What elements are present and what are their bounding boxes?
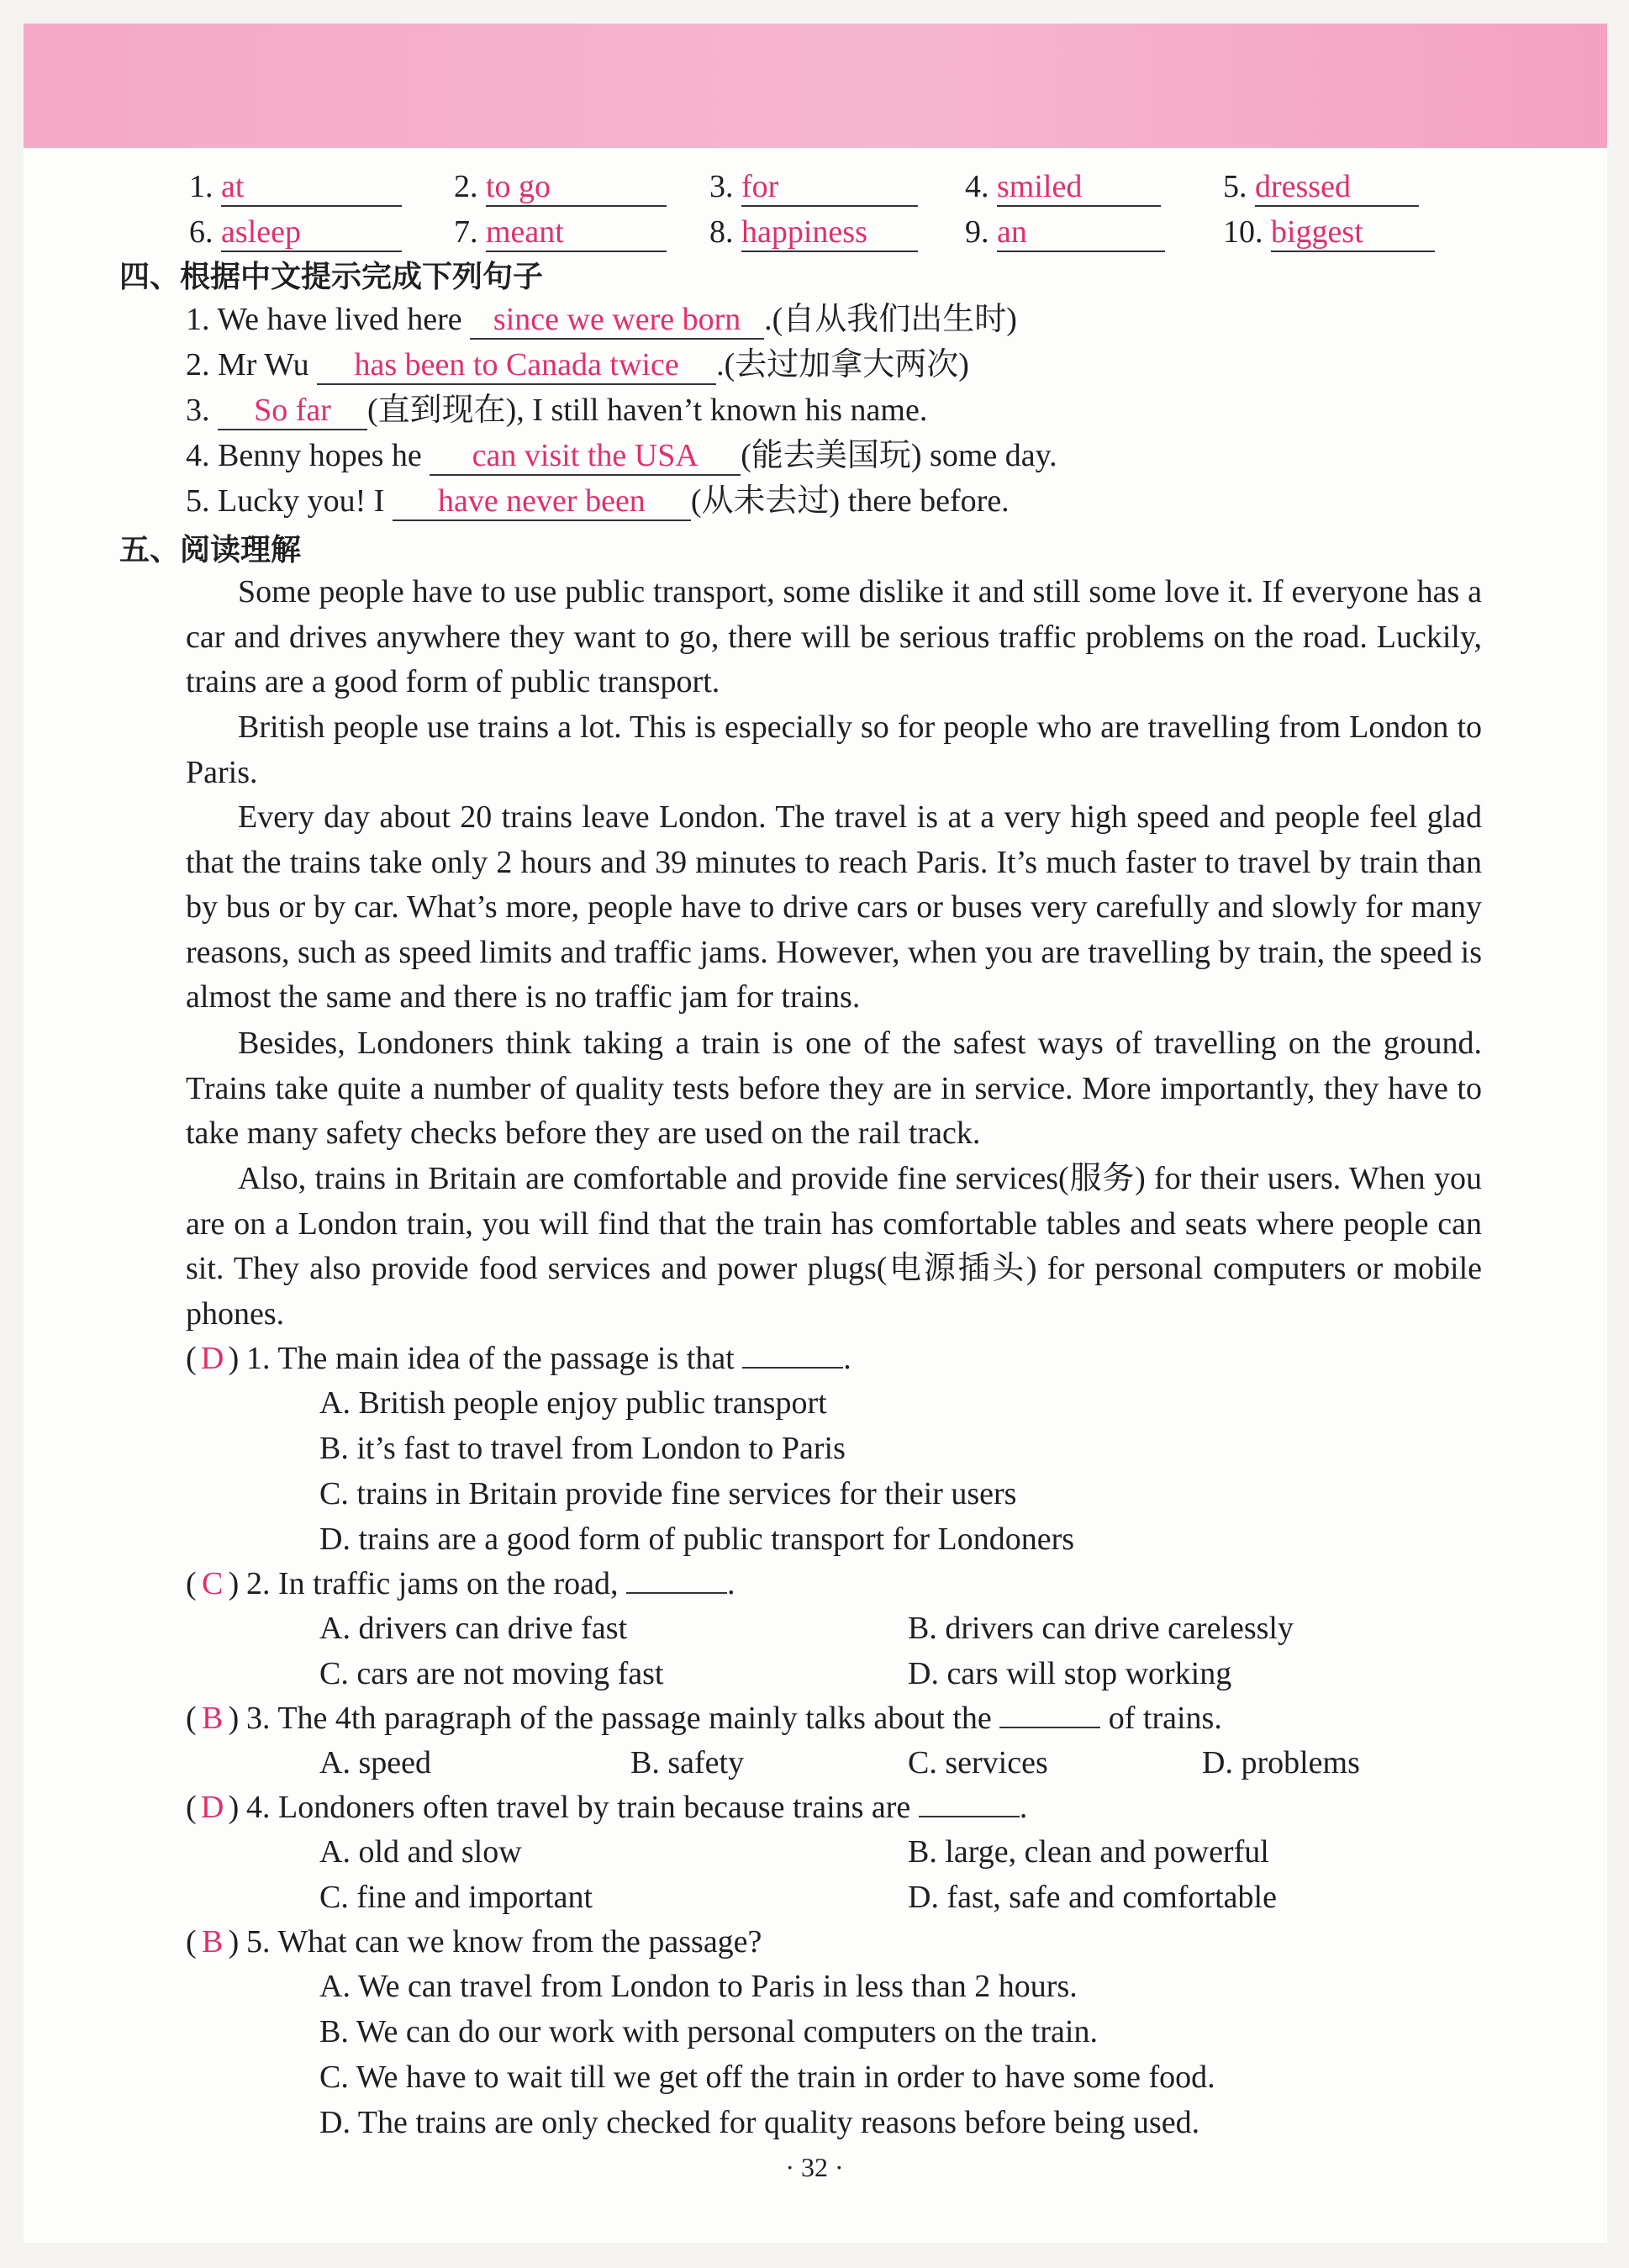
sentence-text: 3.: [186, 393, 218, 428]
q4-option-b: B. large, clean and powerful: [908, 1834, 1269, 1870]
vocab-row-8: [709, 210, 918, 254]
q4-option-c: C. fine and important: [319, 1880, 593, 1915]
vocab-answer: an: [997, 216, 1165, 252]
passage-paragraph-1: [186, 570, 1482, 705]
sentence-5: [186, 479, 1010, 523]
section-5-title: 五、阅读理解: [119, 533, 302, 567]
q3-option-d: D. problems: [1202, 1745, 1360, 1780]
q3-option-a: A. speed: [319, 1745, 431, 1780]
sentence-1: [186, 298, 1017, 341]
vocab-row-2: [454, 165, 667, 208]
sentence-text: (从未去过) there before.: [690, 483, 1010, 519]
vocab-num: 1.: [189, 169, 214, 204]
question-stem-end: .: [727, 1566, 735, 1601]
q2-option-d: D. cars will stop working: [908, 1656, 1232, 1691]
vocab-answer: dressed: [1255, 171, 1419, 207]
vocab-row-7: [454, 210, 667, 254]
sentence-answer: since we were born: [470, 303, 764, 340]
paragraph-text: Besides, Londoners think taking a train is one of the safest ways of travelling on the ground. Trains take quite a number of quality tests before they are in service. More importantly, they have to take many safety checks before they are used on the rail track.: [186, 1026, 1482, 1151]
q5-option-b: B. We can do our work with personal computers on the train.: [319, 2014, 1098, 2049]
section-4-title: 四、根据中文提示完成下列句子: [119, 260, 544, 294]
vocab-num: 10.: [1223, 214, 1263, 250]
passage-paragraph-5: [186, 1157, 1482, 1337]
sentence-answer: can visit the USA: [430, 440, 741, 476]
question-stem: 2. In traffic jams on the road,: [246, 1566, 626, 1601]
q5-option-a: A. We can travel from London to Paris in less than 2 hours.: [319, 1969, 1078, 2004]
vocab-answer: at: [221, 171, 402, 207]
sentence-text: 4. Benny hopes he: [186, 438, 430, 473]
sentence-answer: So far: [218, 394, 367, 430]
q2-option-a: A. drivers can drive fast: [319, 1611, 628, 1646]
sentence-answer: has been to Canada twice: [317, 349, 716, 385]
paragraph-text: British people use trains a lot. This is especially so for people who are travelling from London to Paris.: [186, 709, 1482, 790]
sentence-text: (直到现在), I still haven’t known his name.: [367, 393, 928, 428]
q2-option-c: C. cars are not moving fast: [319, 1656, 664, 1691]
sentence-text: 5. Lucky you! I: [186, 483, 393, 519]
question-stem: 5. What can we know from the passage?: [246, 1924, 762, 1959]
vocab-row-3: [709, 165, 918, 208]
vocab-num: 6.: [189, 214, 214, 250]
vocab-answer: biggest: [1271, 216, 1435, 252]
question-answer: B: [201, 1701, 224, 1736]
question-stem: 3. The 4th paragraph of the passage mainly talks about the: [246, 1701, 1000, 1736]
sentence-answer: have never been: [393, 485, 691, 521]
sentence-3: [186, 388, 927, 432]
vocab-num: 4.: [965, 169, 989, 204]
vocab-answer: smiled: [997, 171, 1161, 207]
vocab-answer: for: [741, 171, 918, 207]
vocab-answer: happiness: [741, 216, 918, 252]
vocab-num: 8.: [709, 214, 734, 250]
q4-option-d: D. fast, safe and comfortable: [908, 1880, 1277, 1915]
vocab-row-4: [965, 165, 1161, 208]
answer-paren: ( B ): [186, 1696, 246, 1740]
passage-paragraph-4: [186, 1021, 1482, 1157]
sentence-text: 2. Mr Wu: [186, 347, 318, 382]
passage-paragraph-3: [186, 795, 1482, 1021]
answer-paren: ( D ): [186, 1337, 246, 1380]
question-stem: 1. The main idea of the passage is that: [246, 1341, 743, 1376]
passage-paragraph-2: [186, 705, 1482, 795]
question-2: [186, 1562, 735, 1606]
vocab-row-1: [189, 165, 402, 208]
answer-paren: ( D ): [186, 1785, 246, 1829]
q1-option-b: B. it’s fast to travel from London to Paris: [319, 1431, 846, 1466]
vocab-answer: asleep: [221, 216, 402, 252]
sentence-text: (能去美国玩) some day.: [741, 438, 1057, 473]
question-answer: D: [200, 1790, 224, 1825]
q5-option-d: D. The trains are only checked for quality reasons before being used.: [319, 2105, 1200, 2140]
question-4: [186, 1785, 1027, 1829]
paragraph-text: Some people have to use public transport, some dislike it and still some love it. If everyone has a car and drives anywhere they want to go, there will be serious traffic problems on the road. Luckily, trains are a good form of public transport.: [186, 574, 1482, 699]
question-stem: 4. Londoners often travel by train because trains are: [246, 1790, 919, 1825]
q3-option-b: B. safety: [630, 1745, 745, 1780]
question-stem-end: .: [843, 1341, 851, 1376]
sentence-text: .(自从我们出生时): [764, 302, 1017, 337]
paragraph-text: Every day about 20 trains leave London. The travel is at a very high speed and people feel glad that the trains take only 2 hours and 39 minutes to reach Paris. It’s much faster to travel by train than by bus or by car. What’s more, people have to drive cars or buses very carefully and slowly for many reasons, such as speed limits and traffic jams. However, when you are travelling by train, the speed is almost the same and there is no traffic jam for trains.: [186, 799, 1482, 1015]
page-number: · 32 ·: [785, 2152, 844, 2182]
vocab-num: 3.: [709, 169, 734, 204]
question-answer: C: [201, 1566, 224, 1601]
paragraph-text: Also, trains in Britain are comfortable and provide fine services(服务) for their users. When you are on a London train, you will find that the train has comfortable tables and seats where people can sit. They also provide food services and power plugs(电源插头) for personal computers or mobile phones.: [186, 1161, 1482, 1332]
vocab-answer: meant: [486, 216, 667, 252]
stem-blank: [742, 1342, 843, 1369]
q5-option-c: C. We have to wait till we get off the train in order to have some food.: [319, 2060, 1215, 2095]
sentence-4: [186, 434, 1057, 477]
answer-paren: ( B ): [186, 1920, 246, 1964]
question-1: [186, 1337, 851, 1380]
vocab-num: 5.: [1223, 169, 1247, 204]
question-5: [186, 1920, 762, 1964]
vocab-num: 2.: [454, 169, 478, 204]
vocab-row-10: [1223, 210, 1435, 254]
q1-option-a: A. British people enjoy public transport: [319, 1385, 827, 1421]
vocab-answer: to go: [486, 171, 667, 207]
vocab-num: 9.: [965, 214, 989, 250]
q2-option-b: B. drivers can drive carelessly: [908, 1611, 1294, 1646]
stem-blank: [919, 1791, 1020, 1817]
stem-blank: [999, 1701, 1100, 1728]
question-answer: B: [201, 1924, 224, 1959]
q1-option-c: C. trains in Britain provide fine services for their users: [319, 1476, 1017, 1511]
q1-option-d: D. trains are a good form of public transport for Londoners: [319, 1522, 1075, 1557]
stem-blank: [626, 1567, 727, 1594]
question-3: [186, 1696, 1222, 1740]
vocab-row-5: [1223, 165, 1419, 208]
header-banner: [24, 24, 1607, 148]
question-stem-end: .: [1019, 1790, 1028, 1825]
sentence-text: .(去过加拿大两次): [716, 347, 969, 382]
vocab-row-9: [965, 210, 1165, 254]
sentence-text: 1. We have lived here: [186, 302, 471, 337]
vocab-num: 7.: [454, 214, 478, 250]
q3-option-c: C. services: [908, 1745, 1048, 1780]
question-answer: D: [200, 1341, 224, 1376]
sentence-2: [186, 343, 969, 387]
q4-option-a: A. old and slow: [319, 1834, 522, 1870]
vocab-row-6: [189, 210, 402, 254]
question-stem-end: of trains.: [1100, 1701, 1222, 1736]
answer-paren: ( C ): [186, 1562, 246, 1606]
